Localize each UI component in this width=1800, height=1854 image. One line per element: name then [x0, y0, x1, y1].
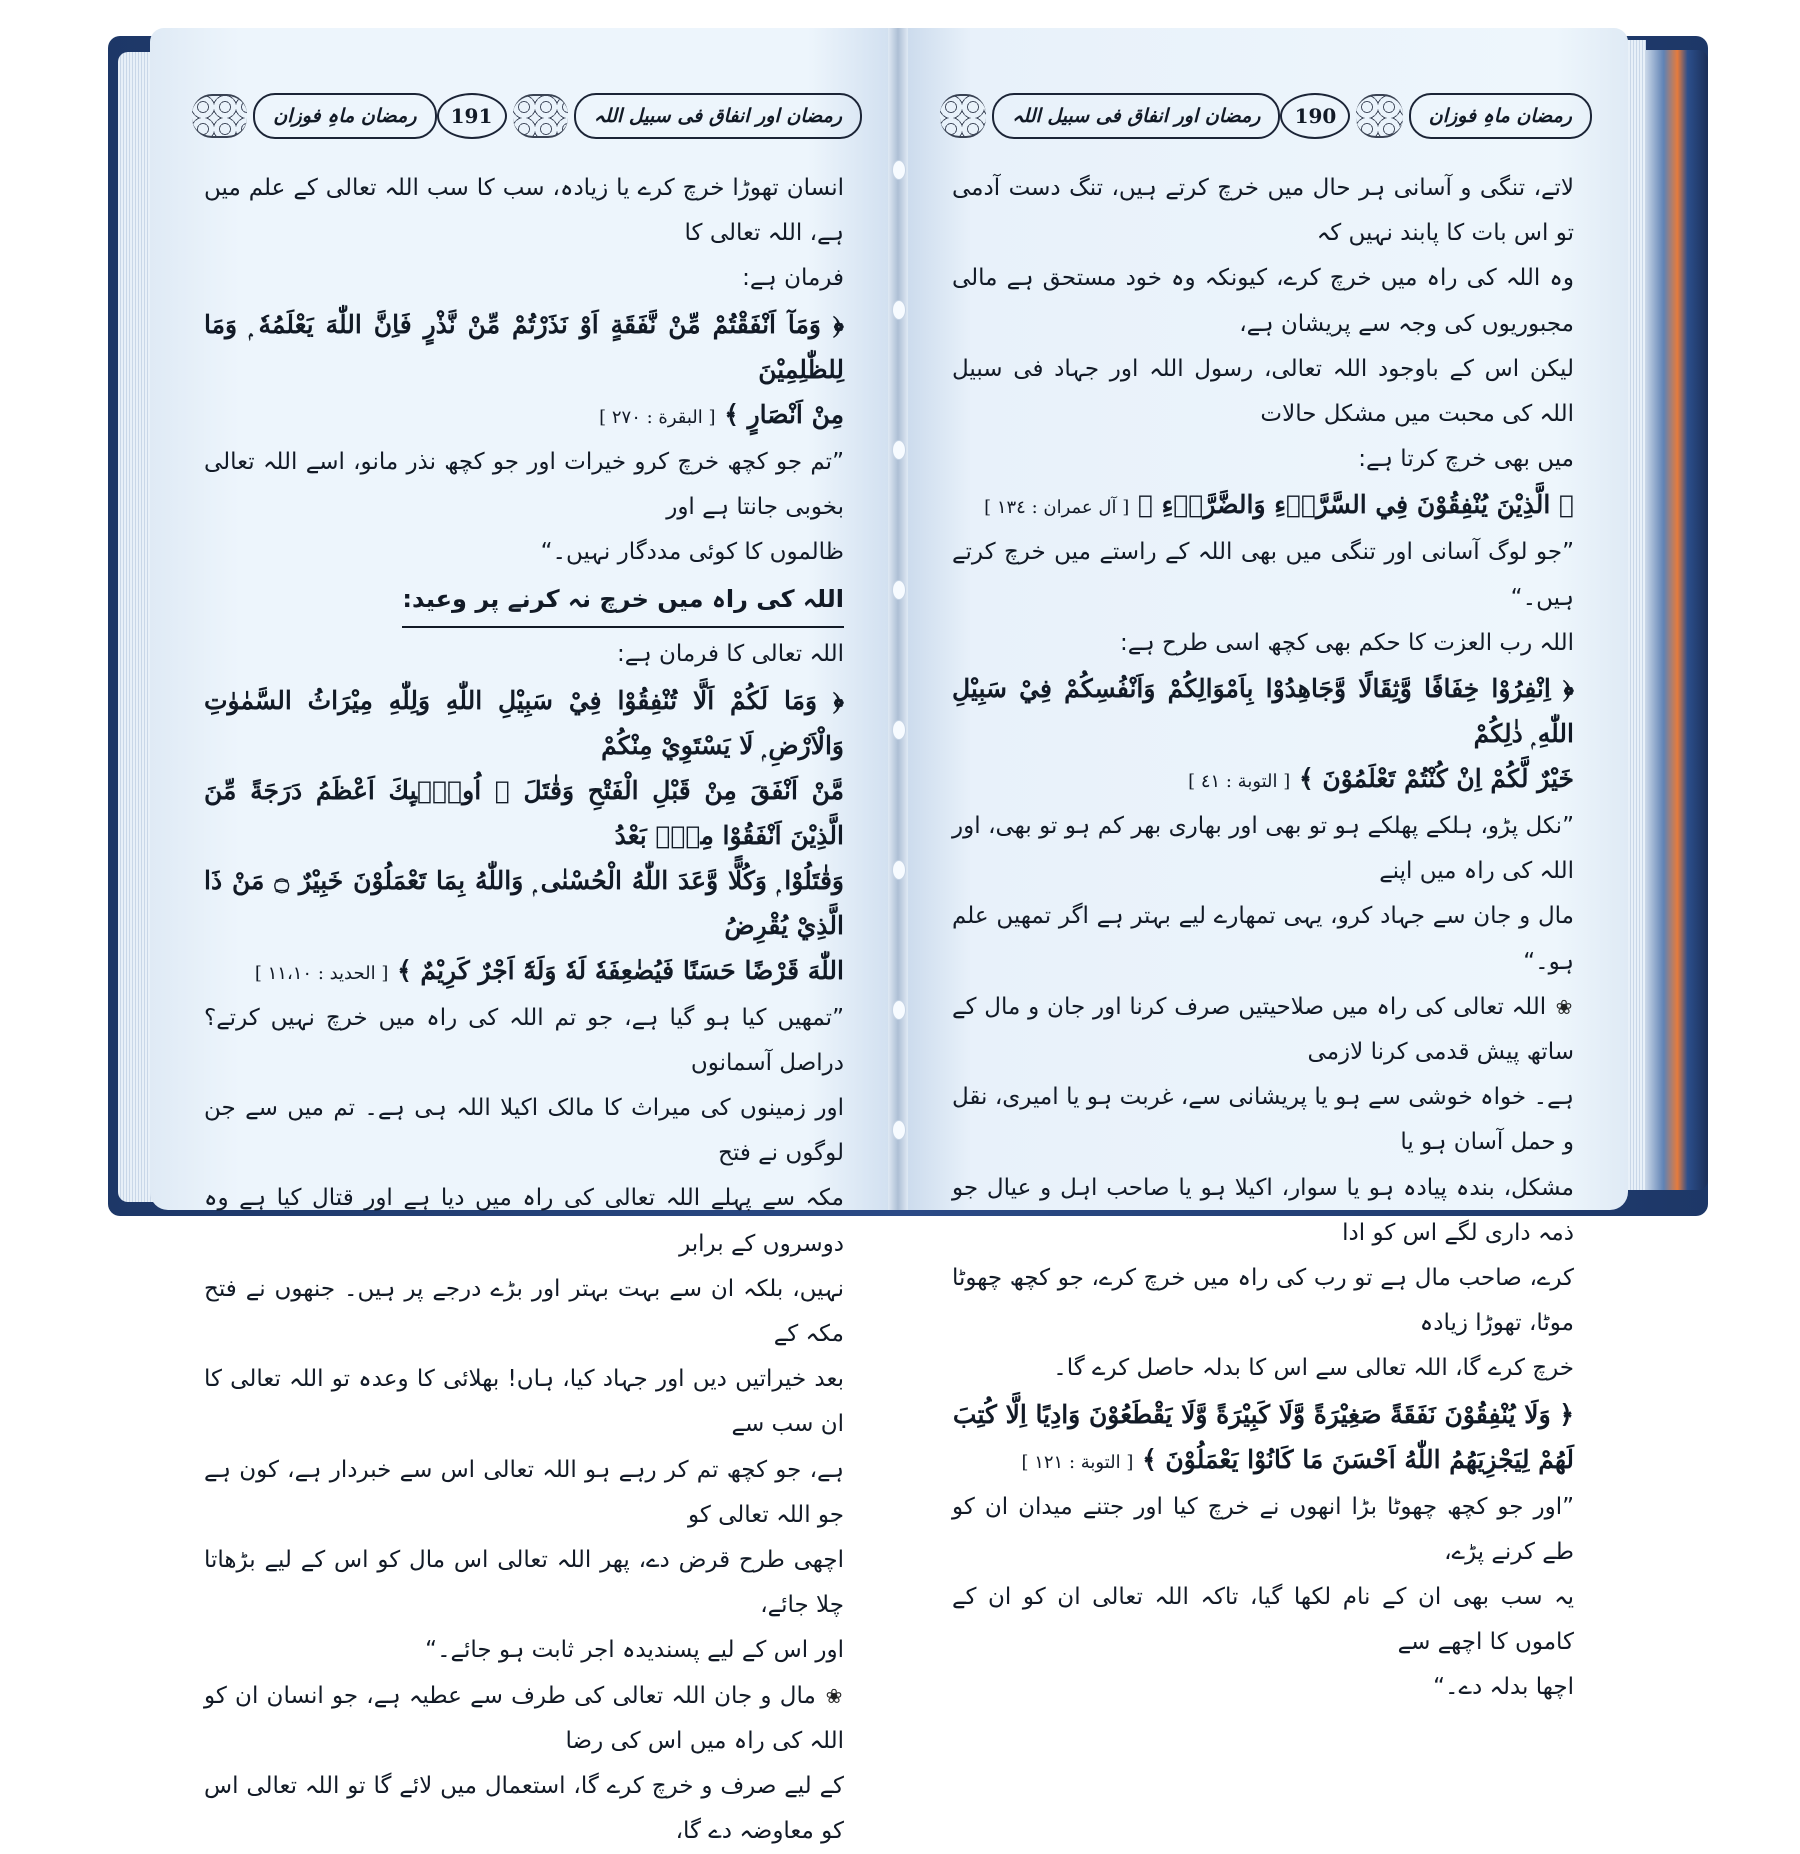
- page-number: 190: [1280, 93, 1350, 139]
- page-body: [952, 166, 1574, 1701]
- translation-line: ”تم جو کچھ خرچ کرو خیرات اور جو کچھ نذر مانو، اسے اللہ تعالی بخوبی جانتا ہے اور: [204, 448, 844, 520]
- translation-line: یہ سب بھی ان کے نام لکھا گیا، تاکہ اللہ تعالی ان کو ان کے کاموں کا اچھے سے: [952, 1584, 1574, 1656]
- translation-line: ”نکل پڑو، ہلکے پھلکے ہو تو بھی اور بھاری بھر کم ہو تو بھی، اور اللہ کی راہ میں اپنے: [952, 813, 1574, 885]
- verse-reference: [ الحديد : ١١،١٠ ]: [254, 962, 389, 984]
- text-line: اللہ تعالی کی راہ میں صلاحیتیں صرف کرنا اور جان و مال کے ساتھ پیش قدمی کرنا لازمی: [952, 993, 1574, 1066]
- text-line: مال و جان اللہ تعالی کی طرف سے عطیہ ہے، جو انسان ان کو اللہ کی راہ میں اس کی رضا: [204, 1682, 844, 1754]
- header-ornament: [513, 94, 568, 138]
- quran-verse: ﴿ الَّذِيْنَ يُنْفِقُوْنَ فِي السَّرَّاۗءِ وَالضَّرَّاۗءِ ﴾: [1137, 490, 1574, 520]
- quran-verse-line: [952, 756, 1574, 804]
- text-line: مشکل، بندہ پیادہ ہو یا سوار، اکیلا ہو یا صاحب اہل و عیال جو ذمہ داری لگے اس کو ادا: [952, 1174, 1574, 1246]
- header-ornament: [1356, 94, 1402, 138]
- verse-reference: [ التوبة : ١٢١ ]: [1021, 1451, 1134, 1473]
- text-line: فرمان ہے:: [742, 265, 844, 292]
- translation-line: اچھا بدلہ دے۔“: [1433, 1674, 1574, 1701]
- quran-verse-line: [952, 482, 1574, 530]
- binding-stitch: [892, 1120, 906, 1140]
- text-line: لیکن اس کے باوجود اللہ تعالی، رسول اللہ اور جہاد فی سبیل اللہ کی محبت میں مشکل حالات: [952, 355, 1574, 428]
- quran-verse-line: [952, 1437, 1574, 1485]
- quran-verse: ﴿ وَمَآ اَنْفَقْتُمْ مِّنْ نَّفَقَةٍ اَوْ نَذَرْتُمْ مِّنْ نَّذْرٍ فَاِنَّ اللّٰهَ يَعْلَمُهٗ ۭ وَمَا لِلظّٰلِمِيْنَ: [204, 309, 844, 384]
- page-header: [934, 88, 1592, 144]
- verse-reference: [ البقرة : ٢٧٠ ]: [599, 406, 716, 428]
- header-ornament: [192, 94, 247, 138]
- quran-verse: خَيْرٌ لَّكُمْ اِنْ كُنْتُمْ تَعْلَمُوْنَ ﴾: [1299, 764, 1574, 794]
- section-heading: اللہ کی راہ میں خرچ نہ کرنے پر وعید:: [402, 577, 844, 628]
- book-cover-edge: [1640, 50, 1708, 1190]
- quran-verse: ﴿ وَمَا لَكُمْ اَلَّا تُنْفِقُوْا فِيْ سَبِيْلِ اللّٰهِ وَلِلّٰهِ مِيْرَاثُ السَّمٰوٰتِ وَالْاَرْضِ ۭ لَا يَسْتَوِيْ مِنْكُمْ: [204, 685, 844, 760]
- page-190: [898, 28, 1628, 1701]
- quran-verse: لَهُمْ لِيَجْزِيَهُمُ اللّٰهُ اَحْسَنَ مَا كَانُوْا يَعْمَلُوْنَ ﴾: [1142, 1444, 1574, 1474]
- translation-line: مکہ سے پہلے اللہ تعالی کی راہ میں دیا ہے اور قتال کیا ہے وہ دوسروں کے برابر: [204, 1185, 844, 1257]
- binding-stitch: [892, 580, 906, 600]
- quran-verse-line: [204, 948, 844, 996]
- translation-line: ”جو لوگ آسانی اور تنگی میں بھی اللہ کے راستے میں خرچ کرتے ہیں۔“: [952, 539, 1574, 611]
- text-line: لاتے، تنگی و آسانی ہر حال میں خرچ کرتے ہیں، تنگ دست آدمی تو اس بات کا پابند نہیں کہ: [952, 175, 1574, 247]
- translation-line: ہے، جو کچھ تم کر رہے ہو اللہ تعالی اس سے خبردار ہے، کون ہے جو اللہ تعالی کو: [204, 1456, 844, 1528]
- page-stack-left: [118, 52, 154, 1202]
- header-subtitle: رمضان اور انفاق فی سبیل اللہ: [992, 93, 1280, 139]
- quran-verse: ﴿ اِنْفِرُوْا خِفَافًا وَّثِقَالًا وَّجَاهِدُوْا بِاَمْوَالِكُمْ وَاَنْفُسِكُمْ فِيْ سَبِيْلِ اللّٰهِ ۭ ذٰلِكُمْ: [952, 674, 1574, 749]
- translation-line: اور زمینوں کی میراث کا مالک اکیلا اللہ ہی ہے۔ تم میں سے جن لوگوں نے فتح: [204, 1095, 844, 1167]
- text-line: میں بھی خرچ کرتا ہے:: [1358, 446, 1574, 473]
- text-line: اللہ رب العزت کا حکم بھی کچھ اسی طرح ہے:: [1120, 629, 1574, 656]
- bullet-line: [952, 985, 1574, 1075]
- flower-bullet-icon: ❀: [1555, 994, 1573, 1019]
- book-gutter: [888, 28, 908, 1210]
- page-body: [204, 166, 844, 1845]
- header-title: رمضان ماہِ فوزان: [253, 93, 436, 139]
- quran-verse: مَّنْ اَنْفَقَ مِنْ قَبْلِ الْفَتْحِ وَقٰتَلَ ۭ اُولٰۗىِٕكَ اَعْظَمُ دَرَجَةً مِّنَ الَّذِيْنَ اَنْفَقُوْا مِنْۢ بَعْدُ: [204, 775, 844, 850]
- page-191: [150, 28, 898, 1845]
- binding-stitch: [892, 720, 906, 740]
- quran-verse: مِنْ اَنْصَارٍ ﴾: [724, 399, 844, 429]
- page-header: [186, 88, 862, 144]
- text-line: انسان تھوڑا خرچ کرے یا زیادہ، سب کا سب اللہ تعالی کے علم میں ہے، اللہ تعالی کا: [204, 175, 844, 247]
- translation-line: اور اس کے لیے پسندیدہ اجر ثابت ہو جائے۔“: [425, 1637, 844, 1664]
- text-line: خرچ کرے گا، اللہ تعالی سے اس کا بدلہ حاصل کرے گا۔: [1053, 1355, 1574, 1382]
- translation-line: مال و جان سے جہاد کرو، یہی تمھارے لیے بہتر ہے اگر تمھیں علم ہو۔“: [952, 903, 1574, 975]
- quran-verse: ﴿ وَلَا يُنْفِقُوْنَ نَفَقَةً صَغِيْرَةً وَّلَا كَبِيْرَةً وَّلَا يَقْطَعُوْنَ وَادِيًا اِلَّا كُتِبَ: [952, 1399, 1574, 1429]
- header-ornament: [940, 94, 986, 138]
- verse-reference: [ التوبة : ٤١ ]: [1188, 771, 1291, 793]
- text-line: اللہ تعالی کا فرمان ہے:: [617, 641, 844, 668]
- translation-line: اچھی طرح قرض دے، پھر اللہ تعالی اس مال کو اس کے لیے بڑھاتا چلا جائے،: [204, 1547, 844, 1619]
- translation-line: نہیں، بلکہ ان سے بہت بہتر اور بڑے درجے پر ہیں۔ جنھوں نے فتح مکہ کے: [204, 1275, 844, 1348]
- binding-stitch: [892, 440, 906, 460]
- flower-bullet-icon: ❀: [825, 1683, 843, 1708]
- text-line: کے لیے صرف و خرچ کرے گا، استعمال میں لائے گا تو اللہ تعالی اس کو معاوضہ دے گا،: [204, 1773, 844, 1845]
- binding-stitch: [892, 160, 906, 180]
- translation-line: ظالموں کا کوئی مددگار نہیں۔“: [540, 539, 844, 566]
- binding-stitch: [892, 860, 906, 880]
- quran-verse: اللّٰهَ قَرْضًا حَسَنًا فَيُضٰعِفَهٗ لَهٗ وَلَهٗٓ اَجْرٌ كَرِيْمٌ ﴾: [397, 955, 844, 985]
- header-title: رمضان ماہِ فوزان: [1409, 93, 1592, 139]
- verse-reference: [ آل عمران : ١٣٤ ]: [984, 497, 1130, 519]
- translation-line: بعد خیراتیں دیں اور جہاد کیا، ہاں! بھلائی کا وعدہ تو اللہ تعالی کا ان سب سے: [204, 1366, 844, 1438]
- binding-stitch: [892, 300, 906, 320]
- text-line: ہے۔ خواہ خوشی سے ہو یا پریشانی سے، غربت ہو یا امیری، نقل و حمل آسان ہو یا: [952, 1084, 1574, 1156]
- page-number: 191: [437, 93, 507, 139]
- text-line: کرے، صاحب مال ہے تو رب کی راہ میں خرچ کرے، جو کچھ چھوٹا موٹا، تھوڑا زیادہ: [952, 1265, 1574, 1337]
- bullet-line: [204, 1674, 844, 1764]
- header-subtitle: رمضان اور انفاق فی سبیل اللہ: [574, 93, 862, 139]
- translation-line: ”تمھیں کیا ہو گیا ہے، جو تم اللہ کی راہ میں خرچ نہیں کرتے؟ دراصل آسمانوں: [204, 1004, 844, 1076]
- text-line: وہ اللہ کی راہ میں خرچ کرے، کیونکہ وہ خود مستحق ہے مالی مجبوریوں کی وجہ سے پریشان ہے،: [952, 265, 1574, 337]
- quran-verse: وَقٰتَلُوْا ۭ وَكُلًّا وَّعَدَ اللّٰهُ الْحُسْنٰى ۭ وَاللّٰهُ بِمَا تَعْمَلُوْنَ خَبِيْرٌ ۝ مَنْ ذَا الَّذِيْ يُقْرِضُ: [204, 865, 844, 940]
- translation-line: ”اور جو کچھ چھوٹا بڑا انھوں نے خرچ کیا اور جتنے میدان ان کو طے کرنے پڑے،: [952, 1493, 1574, 1565]
- quran-verse-line: [204, 392, 844, 440]
- binding-stitch: [892, 1000, 906, 1020]
